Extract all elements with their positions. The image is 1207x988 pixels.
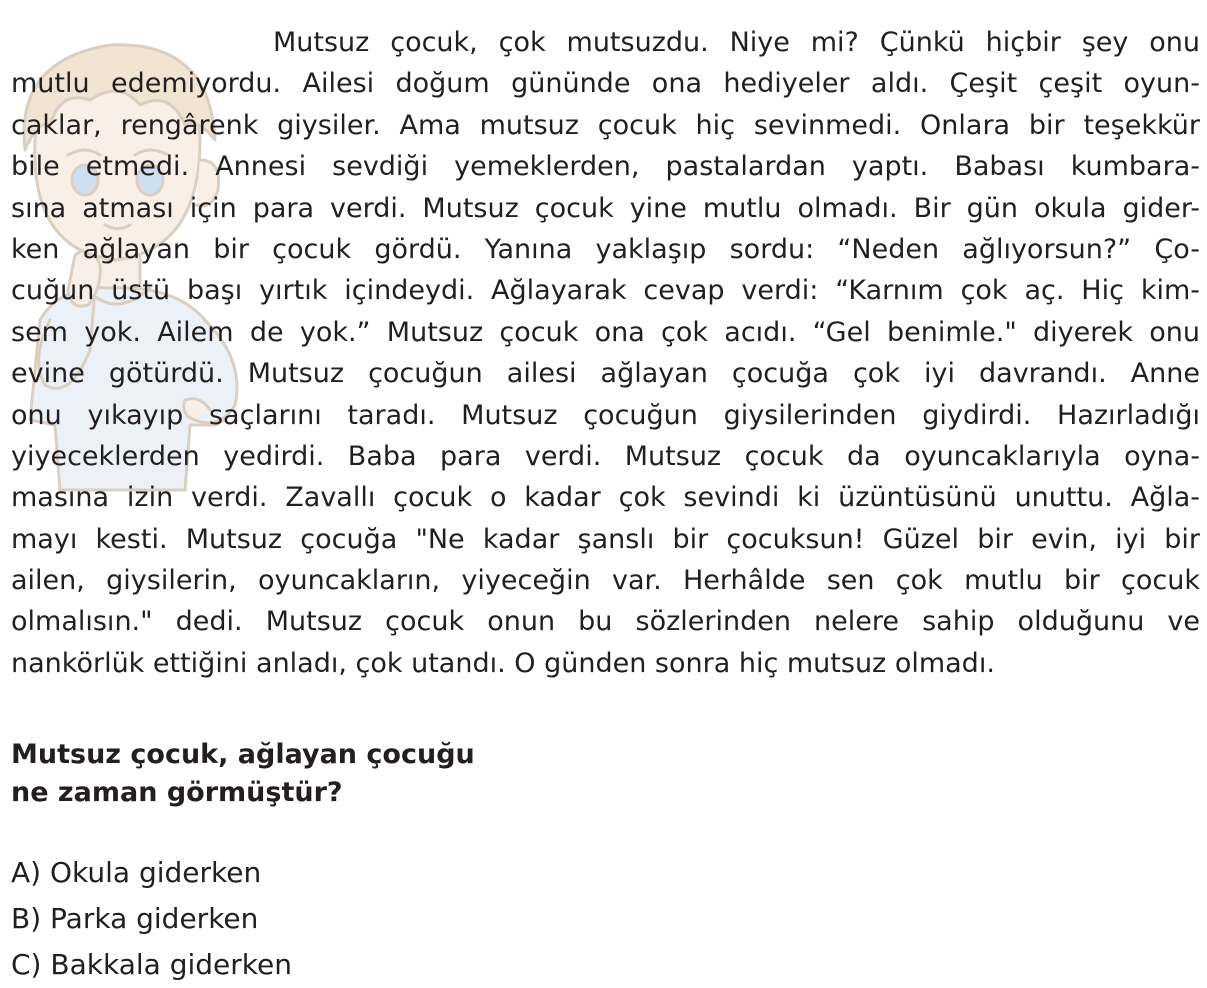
passage-line: yiyeceklerden yedirdi. Baba para verdi. Mutsuz çocuk da oyuncaklarıyla oyna- bbox=[11, 440, 1200, 472]
option-text: Parka giderken bbox=[50, 902, 259, 935]
passage-line: bile etmedi. Annesi sevdiği yemeklerden, pastalardan yaptı. Babası kumbara- bbox=[11, 151, 1200, 183]
passage-line: mutlu edemiyordu. Ailesi doğum gününde ona hediyeler aldı. Çeşit çeşit oyun- bbox=[11, 68, 1200, 100]
passage-line: evine götürdü. Mutsuz çocuğun ailesi ağlayan çocuğa çok iyi davrandı. Anne bbox=[11, 358, 1200, 390]
option-text: Bakkala giderken bbox=[50, 948, 292, 981]
passage-line: mayı kesti. Mutsuz çocuğa "Ne kadar şanslı bir çocuksun! Güzel bir evin, iyi bir bbox=[11, 523, 1200, 555]
passage-line: ken ağlayan bir çocuk gördü. Yanına yaklaşıp sordu: “Neden ağlıyorsun?” Ço- bbox=[11, 233, 1200, 265]
option-c[interactable] bbox=[11, 942, 292, 988]
option-text: Okula giderken bbox=[49, 856, 262, 889]
passage-line: Mutsuz çocuk, çok mutsuzdu. Niye mi? Çünkü hiçbir şey onu bbox=[273, 27, 1200, 58]
passage-line: onu yıkayıp saçlarını taradı. Mutsuz çocuğun giysilerinden giydirdi. Hazırladığı bbox=[11, 399, 1200, 431]
option-b[interactable] bbox=[11, 896, 292, 942]
passage-line: olmalısın." dedi. Mutsuz çocuk onun bu sözlerinden nelere sahip olduğunu ve bbox=[11, 606, 1200, 638]
question-line-2: ne zaman görmüştür? bbox=[11, 777, 343, 808]
question-line-1: Mutsuz çocuk, ağlayan çocuğu bbox=[11, 739, 475, 770]
question-text bbox=[11, 736, 475, 812]
passage-line: sına atması için para verdi. Mutsuz çocuk yine mutlu olmadı. Bir gün okula gider- bbox=[11, 192, 1200, 224]
passage-line: sem yok. Ailem de yok.” Mutsuz çocuk ona çok acıdı. “Gel benimle." diyerek onu bbox=[11, 316, 1200, 348]
option-letter: C) bbox=[11, 948, 42, 981]
reading-passage bbox=[11, 22, 1200, 684]
option-a[interactable] bbox=[11, 850, 292, 896]
option-letter: A) bbox=[11, 856, 42, 889]
passage-line: caklar, rengârenk giysiler. Ama mutsuz çocuk hiç sevinmedi. Onlara bir teşekkür bbox=[11, 109, 1200, 141]
answer-options bbox=[11, 850, 292, 988]
passage-line: masına izin verdi. Zavallı çocuk o kadar çok sevindi ki üzüntüsünü unuttu. Ağla- bbox=[11, 482, 1200, 514]
passage-line: ailen, giysilerin, oyuncakların, yiyeceğin var. Herhâlde sen çok mutlu bir çocuk bbox=[11, 565, 1200, 597]
option-letter: B) bbox=[11, 902, 42, 935]
passage-line: nankörlük ettiğini anladı, çok utandı. O günden sonra hiç mutsuz olmadı. bbox=[11, 647, 995, 679]
passage-line: cuğun üstü başı yırtık içindeydi. Ağlayarak cevap verdi: “Karnım çok aç. Hiç kim- bbox=[11, 275, 1200, 307]
